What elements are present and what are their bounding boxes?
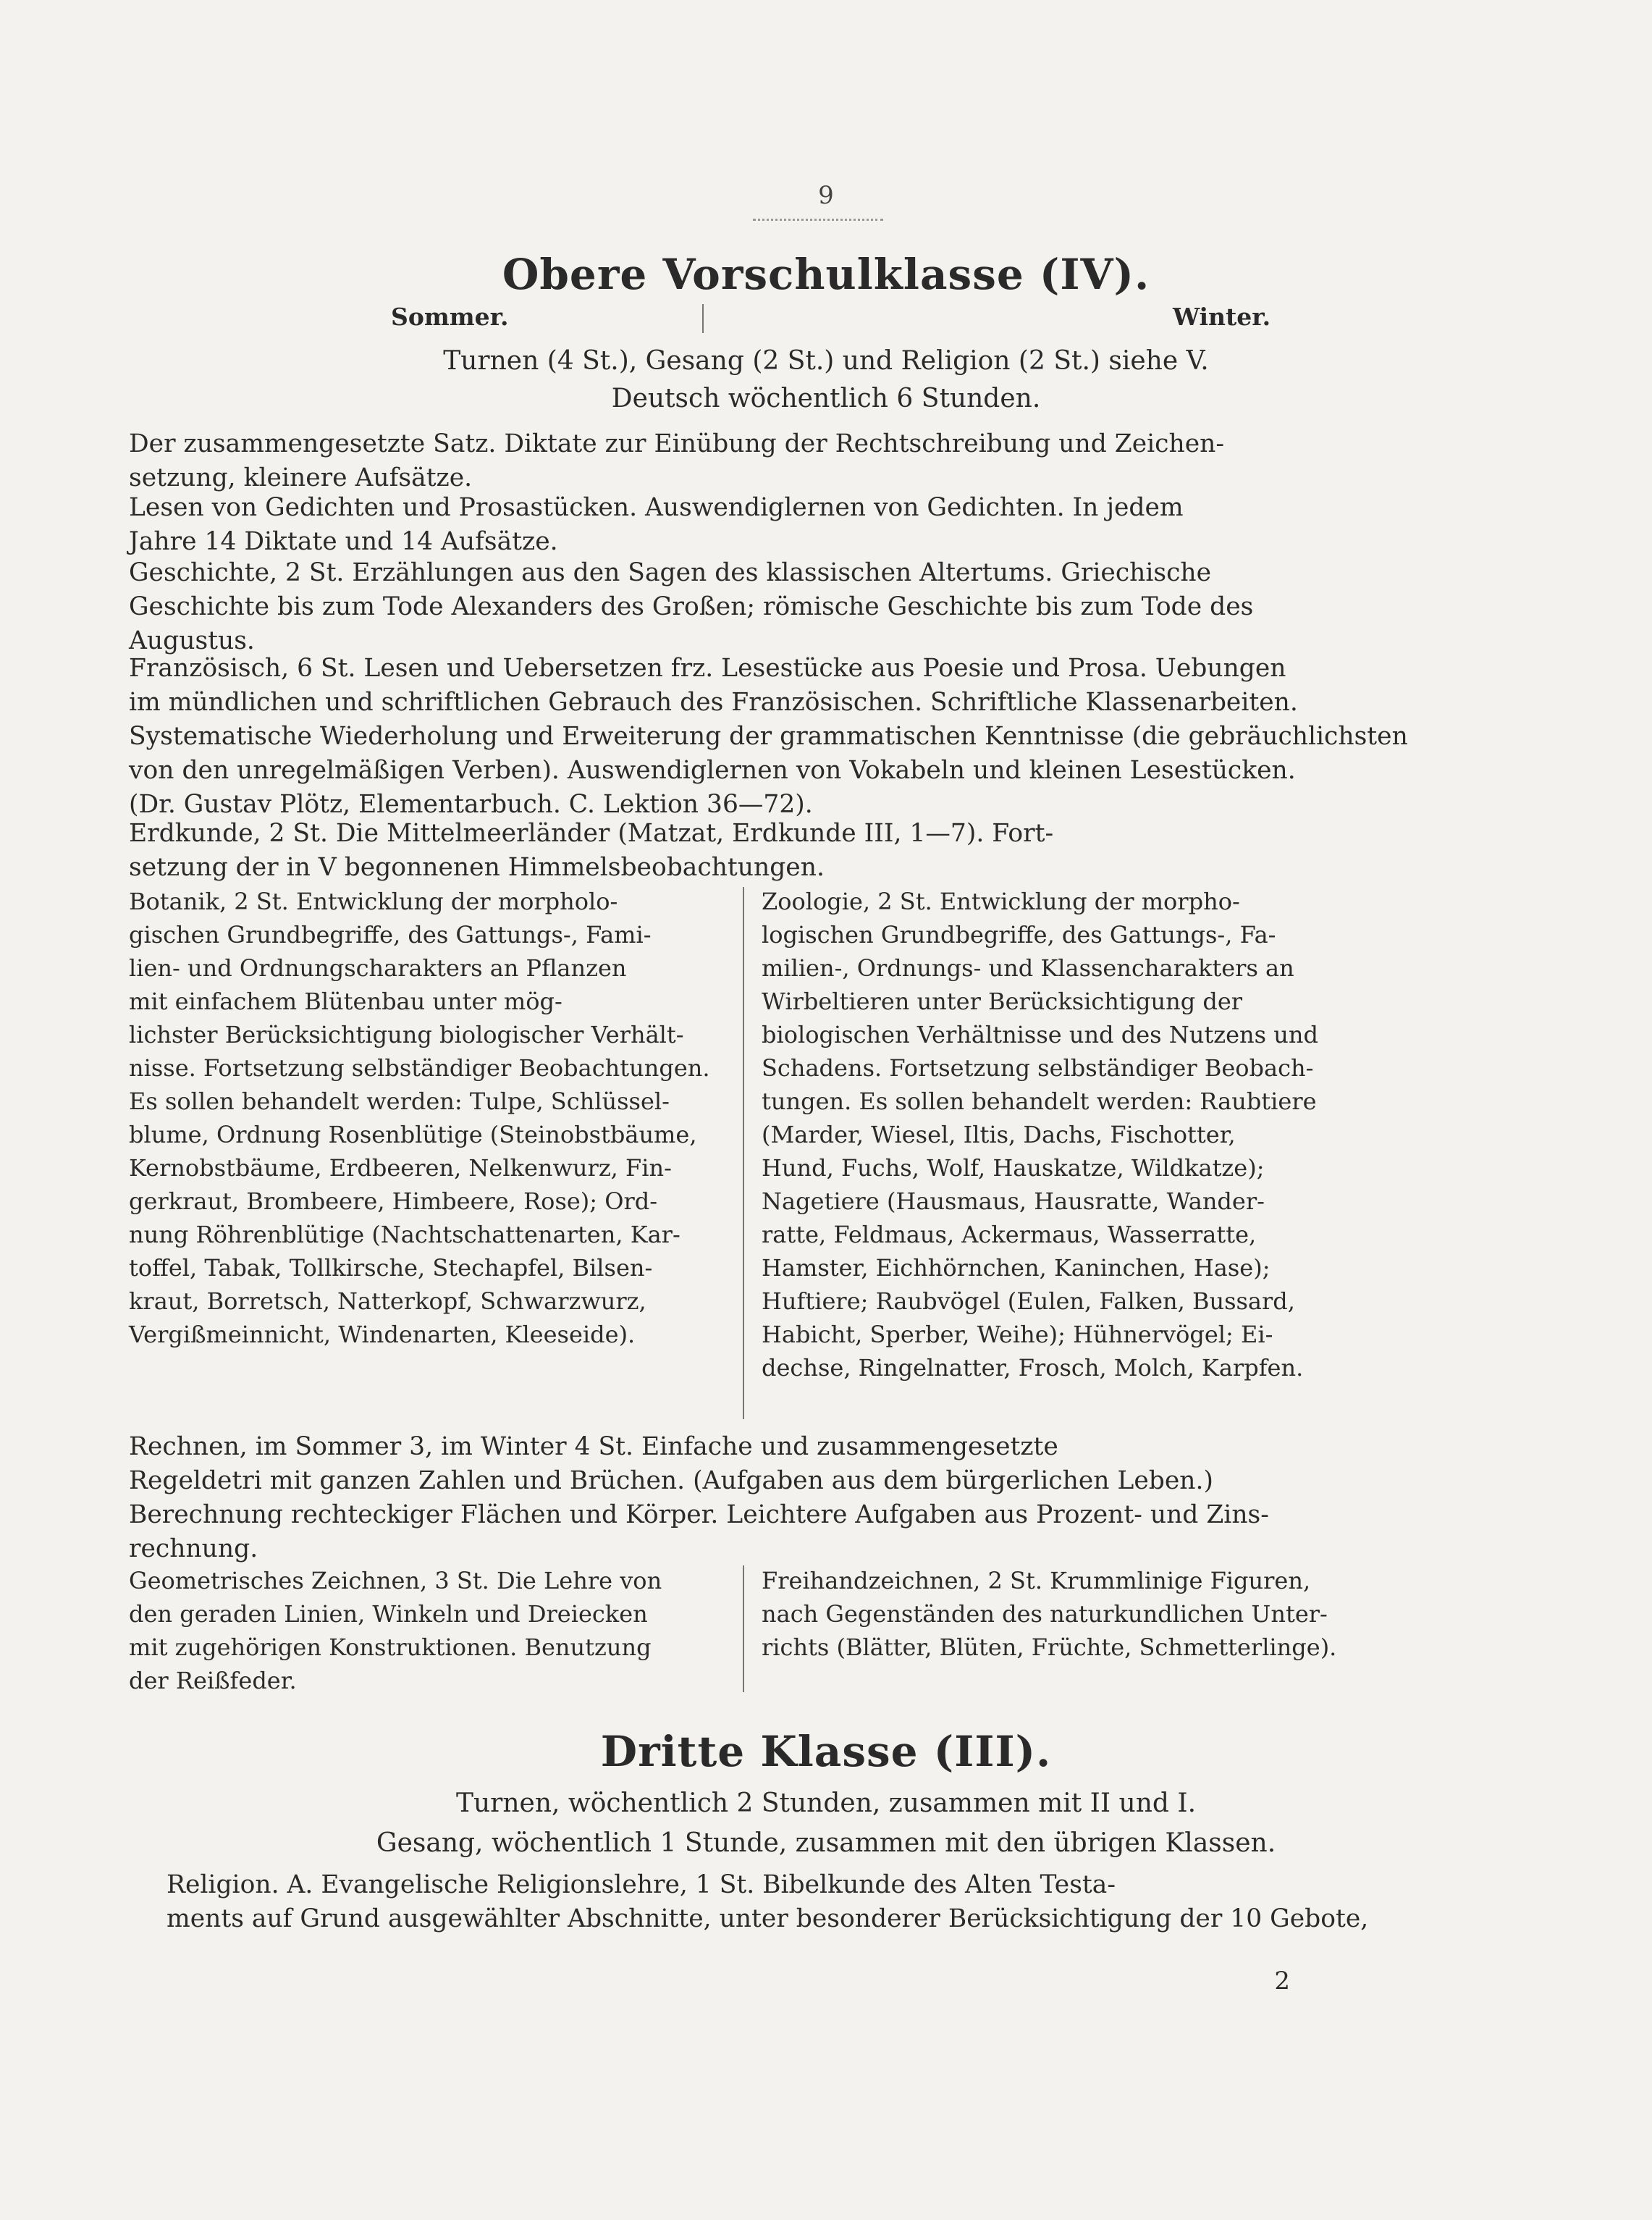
text-line: ratte, Feldmaus, Ackermaus, Wasserratte, [762,1221,1257,1248]
deutsch-line: Deutsch wöchentlich 6 Stunden. [611,384,1041,413]
text-line: Botanik, 2 St. Entwicklung der morpholo- [129,888,618,915]
text-line: logischen Grundbegriffe, des Gattungs-, Fa- [762,921,1276,949]
text-line: nung Röhrenblütige (Nachtschattenarten, Kar- [129,1221,680,1248]
text-line: Es sollen behandelt werden: Tulpe, Schlüssel- [129,1088,670,1115]
text-line: ments auf Grund ausgewählter Abschnitte, unter besonderer Berücksichtigung der 10 Gebote, [167,1904,1369,1933]
turnen-iii-line: Turnen, wöchentlich 2 Stunden, zusammen mit II und I. [455,1788,1197,1818]
text-line: Wirbeltieren unter Berücksichtigung der [762,988,1243,1015]
religion-paragraph [167,1868,1369,1936]
text-line: der Reißfeder. [129,1667,297,1694]
deutsch-paragraph-2 [129,491,1352,559]
text-line: richts (Blätter, Blüten, Früchte, Schmetterlinge). [762,1634,1337,1661]
text-line: milien-, Ordnungs- und Klassencharakters an [762,954,1294,982]
text-line: Jahre 14 Diktate und 14 Aufsätze. [129,527,558,556]
text-line: Vergißmeinnicht, Windenarten, Kleeseide). [129,1321,636,1348]
text-line: kraut, Borretsch, Natterkopf, Schwarzwurz, [129,1287,646,1315]
turnen-line: Turnen (4 St.), Gesang (2 St.) und Religion (2 St.) siehe V. [443,346,1209,376]
text-line: Nagetiere (Hausmaus, Hausratte, Wander- [762,1187,1265,1215]
text-line: Der zusammengesetzte Satz. Diktate zur Einübung der Rechtschreibung und Zeichen- [129,429,1224,458]
ornament-divider [753,210,883,221]
text-line: dechse, Ringelnatter, Frosch, Molch, Karpfen. [762,1354,1304,1382]
text-line: Hamster, Eichhörnchen, Kaninchen, Hase); [762,1254,1270,1282]
text-line: Zoologie, 2 St. Entwicklung der morpho- [762,888,1240,915]
text-line: den geraden Linien, Winkeln und Dreiecken [129,1600,648,1628]
text-line: im mündlichen und schriftlichen Gebrauch des Französischen. Schriftliche Klassenarbeiten. [129,688,1298,717]
text-line: nach Gegenständen des naturkundlichen Unter- [762,1600,1328,1628]
text-line: Schadens. Fortsetzung selbständiger Beobach- [762,1054,1314,1082]
text-line: setzung, kleinere Aufsätze. [129,463,473,492]
rechnen-paragraph [129,1430,1352,1566]
column-divider [743,887,744,1419]
text-line: lichster Berücksichtigung biologischer Verhält- [129,1021,684,1048]
text-line: Geschichte bis zum Tode Alexanders des Großen; römische Geschichte bis zum Tode des [129,592,1254,621]
text-line: toffel, Tabak, Tollkirsche, Stechapfel, Bilsen- [129,1254,653,1282]
text-line: biologischen Verhältnisse und des Nutzens und [762,1021,1318,1048]
text-line: mit einfachem Blütenbau unter mög- [129,988,562,1015]
text-line: Rechnen, im Sommer 3, im Winter 4 St. Einfache und zusammengesetzte [129,1432,1058,1461]
text-line: Regeldetri mit ganzen Zahlen und Brüchen. (Aufgaben aus dem bürgerlichen Leben.) [129,1466,1213,1495]
sheet-number: 2 [1274,1967,1290,1996]
text-line: Religion. A. Evangelische Religionslehre, 1 St. Bibelkunde des Alten Testa- [167,1870,1116,1899]
erdkunde-paragraph [129,817,1352,885]
text-line: rechnung. [129,1534,258,1563]
text-line: Hund, Fuchs, Wolf, Hauskatze, Wildkatze); [762,1154,1265,1182]
section-title-iii: Dritte Klasse (III). [600,1727,1052,1776]
text-line: Lesen von Gedichten und Prosastücken. Auswendiglernen von Gedichten. In jedem [129,493,1184,522]
zoologie-column [762,885,1355,1384]
freihandzeichnen-column [762,1564,1355,1664]
text-line: Habicht, Sperber, Weihe); Hühnervögel; Ei- [762,1321,1273,1348]
text-line: tungen. Es sollen behandelt werden: Raubtiere [762,1088,1317,1115]
text-line: lien- und Ordnungscharakters an Pflanzen [129,954,627,982]
text-line: gischen Grundbegriffe, des Gattungs-, Fami- [129,921,652,949]
text-line: nisse. Fortsetzung selbständiger Beobachtungen. [129,1054,710,1082]
text-line: Huftiere; Raubvögel (Eulen, Falken, Bussard, [762,1287,1295,1315]
text-line: Erdkunde, 2 St. Die Mittelmeerländer (Matzat, Erdkunde III, 1—7). Fort- [129,819,1054,848]
text-line: Systematische Wiederholung und Erweiterung der grammatischen Kenntnisse (die gebräuchlichsten [129,722,1408,751]
geschichte-paragraph [129,556,1352,658]
franzoesisch-paragraph [129,652,1408,822]
page-number: 9 [818,181,834,210]
text-line: (Dr. Gustav Plötz, Elementarbuch. C. Lektion 36—72). [129,790,813,819]
column-heading-sommer: Sommer. [391,303,509,331]
deutsch-paragraph-1 [129,427,1352,495]
column-divider [743,1565,744,1692]
text-line: (Marder, Wiesel, Iltis, Dachs, Fischotter, [762,1121,1236,1148]
text-line: Geometrisches Zeichnen, 3 St. Die Lehre von [129,1567,662,1594]
text-line: Freihandzeichnen, 2 St. Krummlinige Figuren, [762,1567,1311,1594]
geometrisches-zeichnen-column [129,1564,730,1697]
text-line: Geschichte, 2 St. Erzählungen aus den Sagen des klassischen Altertums. Griechische [129,558,1212,587]
text-line: Berechnung rechteckiger Flächen und Körper. Leichtere Aufgaben aus Prozent- und Zins- [129,1500,1269,1529]
text-line: Augustus. [129,626,255,655]
text-line: Kernobstbäume, Erdbeeren, Nelkenwurz, Fin- [129,1154,672,1182]
column-heading-winter: Winter. [1173,303,1271,331]
botanik-column [129,885,730,1351]
text-line: setzung der in V begonnenen Himmelsbeobachtungen. [129,853,825,882]
text-line: gerkraut, Brombeere, Himbeere, Rose); Ord- [129,1187,658,1215]
text-line: mit zugehörigen Konstruktionen. Benutzung [129,1634,652,1661]
heading-divider [702,304,704,333]
text-line: von den unregelmäßigen Verben). Auswendiglernen von Vokabeln und kleinen Lesestücken. [129,756,1296,785]
text-line: Französisch, 6 St. Lesen und Uebersetzen frz. Lesestücke aus Poesie und Prosa. Uebungen [129,654,1286,683]
section-title-iv: Obere Vorschulklasse (IV). [502,250,1150,299]
text-line: blume, Ordnung Rosenblütige (Steinobstbäume, [129,1121,697,1148]
gesang-iii-line: Gesang, wöchentlich 1 Stunde, zusammen mit den übrigen Klassen. [376,1828,1276,1858]
